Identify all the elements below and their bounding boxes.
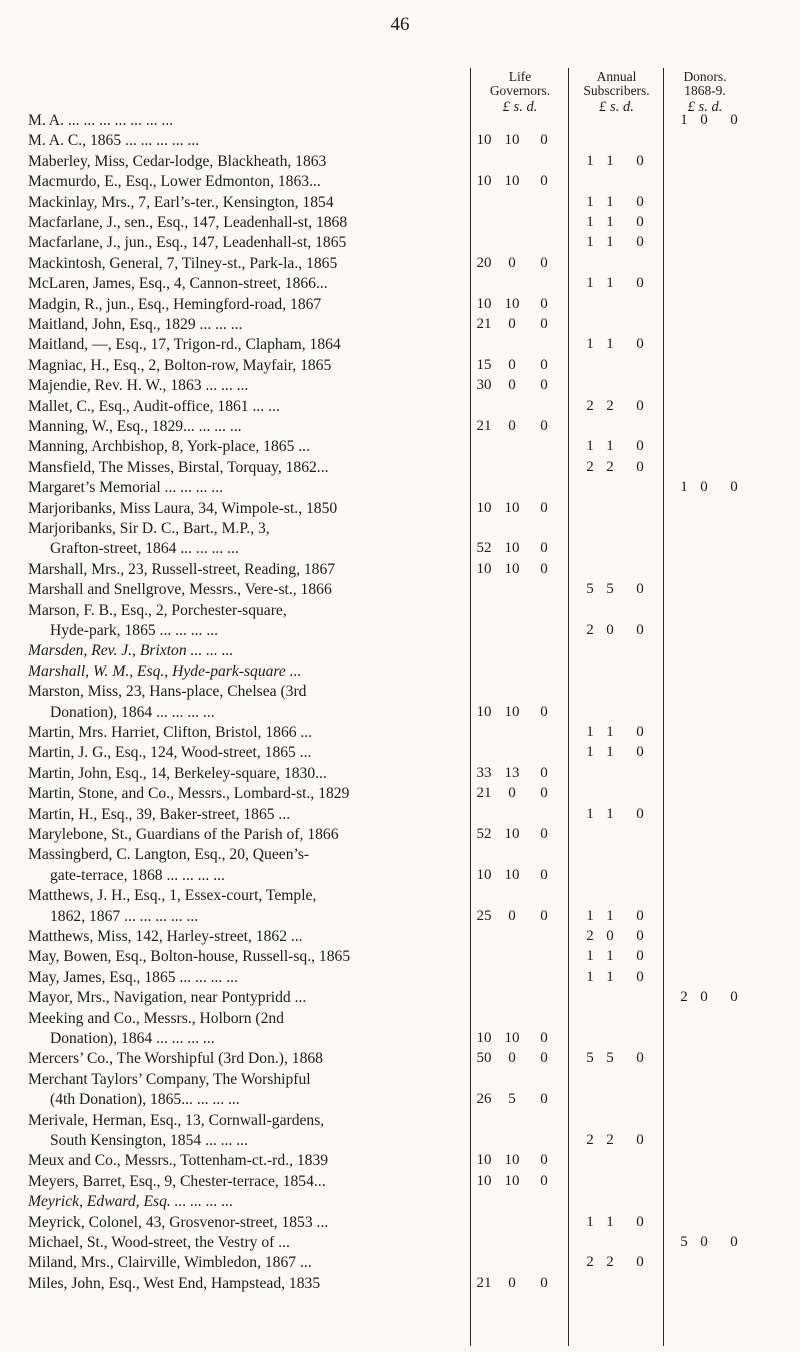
column-subtitle: Subscribers. bbox=[583, 83, 650, 98]
shillings-value: 0 bbox=[508, 418, 516, 434]
entry-text: Martin, J. G., Esq., 124, Wood-street, 1865 ... bbox=[28, 744, 312, 762]
entry-text: Martin, John, Esq., 14, Berkeley-square, 1830... bbox=[28, 764, 327, 782]
pence-value: 0 bbox=[636, 438, 644, 455]
shillings-value: 10 bbox=[504, 499, 520, 516]
column-header-life-governors bbox=[472, 70, 568, 114]
column-title: Donors. bbox=[683, 69, 727, 84]
pence-value: 0 bbox=[540, 764, 548, 781]
entry-text: Macfarlane, J., jun., Esq., 147, Leadenhall-st, 1865 bbox=[28, 234, 347, 252]
ledger-entry bbox=[28, 580, 458, 600]
shillings-value: 5 bbox=[606, 581, 614, 598]
shillings-value: 10 bbox=[504, 132, 520, 149]
entry-text: Martin, Mrs. Harriet, Clifton, Bristol, 1866 ... bbox=[28, 724, 313, 741]
ledger-entry bbox=[28, 295, 458, 315]
pounds-value: 2 bbox=[586, 622, 594, 638]
pence-value: 0 bbox=[636, 152, 644, 169]
pounds-value: 2 bbox=[680, 989, 688, 1006]
column-title: Life bbox=[508, 69, 532, 84]
ledger-entry bbox=[28, 1274, 458, 1294]
pounds-value: 10 bbox=[476, 173, 492, 190]
pence-value: 0 bbox=[636, 622, 644, 638]
column-subtitle: 1868-9. bbox=[684, 83, 726, 98]
ledger-entry bbox=[28, 1070, 458, 1111]
shillings-value: 10 bbox=[504, 826, 520, 842]
column-header-annual-subscribers bbox=[570, 70, 663, 114]
pence-value: 0 bbox=[730, 1234, 738, 1250]
shillings-value: 0 bbox=[700, 112, 708, 128]
entry-text: Marshall and Snellgrove, Messrs., Vere-st., 1866 bbox=[28, 581, 332, 599]
pounds-value: 1 bbox=[586, 724, 594, 740]
ledger-entry bbox=[28, 193, 458, 213]
entry-text: Marsden, Rev. J., Brixton ... ... ... bbox=[28, 642, 234, 660]
page-number: 46 bbox=[390, 14, 410, 35]
pounds-value: 1 bbox=[586, 275, 594, 292]
rule-mid bbox=[568, 68, 569, 1346]
pence-value: 0 bbox=[540, 703, 548, 720]
shillings-value: 1 bbox=[606, 193, 614, 210]
pence-value: 0 bbox=[540, 540, 548, 557]
pounds-value: 21 bbox=[476, 316, 492, 332]
shillings-value: 13 bbox=[504, 764, 520, 781]
entry-text: Meyrick, Colonel, 43, Grosvenor-street, 1853 ... bbox=[28, 1213, 329, 1231]
entry-text: Mallet, C., Esq., Audit-office, 1861 ... ... bbox=[28, 397, 280, 415]
pence-value: 0 bbox=[540, 1050, 548, 1067]
pence-value: 0 bbox=[540, 1274, 548, 1291]
pounds-value: 2 bbox=[586, 397, 594, 414]
entry-text: Mackintosh, General, 7, Tilney-st., Park-la., 1865 bbox=[28, 254, 338, 272]
shillings-value: 1 bbox=[606, 948, 614, 965]
shillings-value: 2 bbox=[606, 458, 614, 475]
pence-value: 0 bbox=[540, 418, 548, 434]
ledger-entry bbox=[28, 152, 458, 172]
ledger-entry bbox=[28, 988, 458, 1008]
shillings-value: 10 bbox=[504, 173, 520, 190]
pounds-value: 52 bbox=[476, 540, 492, 557]
entry-text: Mercers’ Co., The Worshipful (3rd Don.), 1868 bbox=[28, 1050, 323, 1068]
pence-value: 0 bbox=[636, 928, 644, 944]
entry-text: Miland, Mrs., Clairville, Wimbledon, 1867 ... bbox=[28, 1254, 312, 1272]
entry-text: Macmurdo, E., Esq., Lower Edmonton, 1863... bbox=[28, 173, 321, 191]
ledger-entry bbox=[28, 886, 458, 927]
shillings-value: 0 bbox=[508, 1274, 516, 1291]
ledger-entry bbox=[28, 764, 458, 784]
ledger-entry bbox=[28, 682, 458, 723]
pence-value: 0 bbox=[540, 316, 548, 332]
ledger-entry bbox=[28, 805, 458, 825]
entry-text: Maitland, John, Esq., 1829 ... ... ... bbox=[28, 316, 243, 333]
pounds-value: 15 bbox=[476, 356, 492, 373]
entry-text: Mansfield, The Misses, Birstal, Torquay, 1862... bbox=[28, 458, 329, 476]
shillings-value: 1 bbox=[606, 968, 614, 985]
ledger-entry bbox=[28, 743, 458, 763]
ledger-entry bbox=[28, 641, 458, 661]
pounds-value: 1 bbox=[586, 152, 594, 169]
ledger-entry bbox=[28, 968, 458, 988]
pence-value: 0 bbox=[636, 336, 644, 353]
pounds-value: 10 bbox=[476, 866, 492, 883]
pounds-value: 10 bbox=[476, 295, 492, 312]
ledger-entry bbox=[28, 825, 458, 845]
ledger-entry bbox=[28, 111, 458, 131]
ledger-entry bbox=[28, 1049, 458, 1069]
entry-text: Merivale, Herman, Esq., 13, Cornwall-gardens, bbox=[28, 1111, 325, 1129]
shillings-value: 1 bbox=[606, 438, 614, 455]
pence-value: 0 bbox=[636, 214, 644, 230]
pounds-value: 1 bbox=[586, 193, 594, 210]
ledger-entry bbox=[28, 601, 458, 642]
pence-value: 0 bbox=[730, 112, 738, 128]
pence-value: 0 bbox=[636, 397, 644, 414]
pounds-value: 2 bbox=[586, 458, 594, 475]
pounds-value: 10 bbox=[476, 1172, 492, 1189]
pence-value: 0 bbox=[540, 295, 548, 312]
shillings-value: 0 bbox=[508, 254, 516, 271]
ledger-entry bbox=[28, 233, 458, 253]
pence-value: 0 bbox=[540, 1152, 548, 1169]
pence-value: 0 bbox=[636, 724, 644, 740]
column-header-donors bbox=[665, 70, 745, 114]
ledger-entry bbox=[28, 1192, 458, 1212]
rule-left bbox=[470, 68, 471, 1346]
pounds-value: 25 bbox=[476, 907, 492, 924]
ledger-entry bbox=[28, 478, 458, 498]
shillings-value: 1 bbox=[606, 1213, 614, 1230]
pounds-value: 2 bbox=[586, 1254, 594, 1271]
pounds-value: 2 bbox=[586, 928, 594, 944]
pence-value: 0 bbox=[636, 805, 644, 822]
entry-text: Merchant Taylors’ Company, The Worshipful bbox=[28, 1070, 311, 1088]
pence-value: 0 bbox=[540, 1091, 548, 1108]
entry-text: Manning, W., Esq., 1829... ... ... ... bbox=[28, 418, 242, 435]
entry-text: Meux and Co., Messrs., Tottenham-ct.-rd., 1839 bbox=[28, 1152, 329, 1170]
shillings-value: 1 bbox=[606, 724, 614, 740]
column-units: £ s. d. bbox=[502, 99, 538, 115]
pence-value: 0 bbox=[636, 234, 644, 251]
ledger-entry bbox=[28, 417, 458, 437]
pence-value: 0 bbox=[636, 1254, 644, 1271]
pounds-value: 20 bbox=[476, 254, 492, 271]
entry-text: (4th Donation), 1865... ... ... ... bbox=[50, 1091, 240, 1109]
pounds-value: 26 bbox=[476, 1091, 492, 1108]
entry-text: Martin, H., Esq., 39, Baker-street, 1865 ... bbox=[28, 805, 291, 823]
pounds-value: 1 bbox=[680, 479, 688, 496]
shillings-value: 0 bbox=[508, 356, 516, 373]
entry-text: Marjoribanks, Sir D. C., Bart., M.P., 3, bbox=[28, 520, 270, 537]
ledger-entry bbox=[28, 356, 458, 376]
pence-value: 0 bbox=[636, 907, 644, 924]
pence-value: 0 bbox=[540, 377, 548, 394]
pence-value: 0 bbox=[540, 1030, 548, 1046]
shillings-value: 1 bbox=[606, 214, 614, 230]
ledger-entry bbox=[28, 927, 458, 947]
ledger-entry bbox=[28, 1213, 458, 1233]
shillings-value: 0 bbox=[508, 907, 516, 924]
rule-right bbox=[663, 68, 664, 1346]
entry-text: McLaren, James, Esq., 4, Cannon-street, 1866... bbox=[28, 275, 328, 293]
pence-value: 0 bbox=[636, 1132, 644, 1148]
entry-text: Majendie, Rev. H. W., 1863 ... ... ... bbox=[28, 377, 249, 395]
entry-text: Maitland, —, Esq., 17, Trigon-rd., Clapham, 1864 bbox=[28, 336, 341, 354]
entry-text: Matthews, Miss, 142, Harley-street, 1862 ... bbox=[28, 928, 303, 945]
entry-text: Marston, Miss, 23, Hans-place, Chelsea (3rd bbox=[28, 683, 307, 701]
pence-value: 0 bbox=[636, 948, 644, 965]
ledger-entry bbox=[28, 1111, 458, 1152]
ledger-entry bbox=[28, 131, 458, 151]
shillings-value: 2 bbox=[606, 1132, 614, 1148]
pounds-value: 1 bbox=[586, 948, 594, 965]
entry-text: Massingberd, C. Langton, Esq., 20, Queen’s- bbox=[28, 846, 310, 864]
shillings-value: 10 bbox=[504, 560, 520, 577]
ledger-entry bbox=[28, 499, 458, 519]
ledger-entry bbox=[28, 784, 458, 804]
ledger-entry bbox=[28, 519, 458, 560]
entry-text: May, James, Esq., 1865 ... ... ... ... bbox=[28, 968, 238, 986]
shillings-value: 10 bbox=[504, 866, 520, 883]
entry-text: Donation), 1864 ... ... ... ... bbox=[50, 1029, 215, 1047]
entry-text: Marshall, W. M., Esq., Hyde-park-square ... bbox=[28, 662, 302, 680]
shillings-value: 10 bbox=[504, 295, 520, 312]
ledger-entry bbox=[28, 335, 458, 355]
pence-value: 0 bbox=[540, 132, 548, 149]
entry-text: M. A. ... ... ... ... ... ... ... bbox=[28, 112, 174, 129]
pounds-value: 1 bbox=[586, 336, 594, 353]
pounds-value: 5 bbox=[586, 581, 594, 598]
shillings-value: 10 bbox=[504, 1030, 520, 1046]
pence-value: 0 bbox=[636, 1050, 644, 1067]
shillings-value: 1 bbox=[606, 744, 614, 761]
pounds-value: 2 bbox=[586, 1132, 594, 1148]
shillings-value: 1 bbox=[606, 275, 614, 292]
pence-value: 0 bbox=[636, 744, 644, 761]
entry-text: Mackinlay, Mrs., 7, Earl’s-ter., Kensington, 1854 bbox=[28, 193, 334, 211]
pounds-value: 1 bbox=[680, 112, 688, 128]
shillings-value: 5 bbox=[508, 1091, 516, 1108]
entry-text: Marshall, Mrs., 23, Russell-street, Reading, 1867 bbox=[28, 560, 336, 578]
entry-text: Grafton-street, 1864 ... ... ... ... bbox=[50, 540, 239, 558]
entry-text: gate-terrace, 1868 ... ... ... ... bbox=[50, 866, 225, 884]
pence-value: 0 bbox=[540, 1172, 548, 1189]
ledger-entry bbox=[28, 376, 458, 396]
shillings-value: 10 bbox=[504, 540, 520, 557]
pounds-value: 50 bbox=[476, 1050, 492, 1067]
shillings-value: 0 bbox=[700, 1234, 708, 1250]
ledger-entry bbox=[28, 1151, 458, 1171]
pence-value: 0 bbox=[540, 254, 548, 271]
column-units: £ s. d. bbox=[599, 99, 634, 115]
pounds-value: 1 bbox=[586, 1213, 594, 1230]
ledger-entry bbox=[28, 254, 458, 274]
ledger-entry bbox=[28, 213, 458, 233]
ledger-entry bbox=[28, 662, 458, 682]
shillings-value: 0 bbox=[700, 989, 708, 1006]
ledger-entry bbox=[28, 172, 458, 192]
entry-text: South Kensington, 1854 ... ... ... bbox=[50, 1131, 248, 1149]
ledger-entry bbox=[28, 397, 458, 417]
entry-text: Mayor, Mrs., Navigation, near Pontypridd ... bbox=[28, 989, 307, 1007]
pounds-value: 10 bbox=[476, 703, 492, 720]
pence-value: 0 bbox=[540, 907, 548, 924]
entry-text: Madgin, R., jun., Esq., Hemingford-road, 1867 bbox=[28, 295, 322, 313]
entry-text: Maberley, Miss, Cedar-lodge, Blackheath, 1863 bbox=[28, 152, 327, 170]
pence-value: 0 bbox=[540, 866, 548, 883]
pounds-value: 5 bbox=[680, 1234, 688, 1250]
entry-text: Macfarlane, J., sen., Esq., 147, Leadenhall-st, 1868 bbox=[28, 214, 348, 231]
shillings-value: 10 bbox=[504, 1152, 520, 1169]
entry-text: Michael, St., Wood-street, the Vestry of ... bbox=[28, 1234, 290, 1251]
entry-text: Miles, John, Esq., West End, Hampstead, 1835 bbox=[28, 1274, 321, 1292]
pounds-value: 1 bbox=[586, 968, 594, 985]
entry-text: Hyde-park, 1865 ... ... ... ... bbox=[50, 621, 219, 639]
pounds-value: 30 bbox=[476, 377, 492, 394]
shillings-value: 0 bbox=[606, 928, 614, 944]
pence-value: 0 bbox=[540, 499, 548, 516]
pounds-value: 10 bbox=[476, 1152, 492, 1169]
pounds-value: 1 bbox=[586, 234, 594, 251]
ledger-entry bbox=[28, 1009, 458, 1050]
shillings-value: 1 bbox=[606, 336, 614, 353]
entry-text: Margaret’s Memorial ... ... ... ... bbox=[28, 479, 224, 497]
ledger-entry bbox=[28, 458, 458, 478]
pounds-value: 1 bbox=[586, 744, 594, 761]
column-units: £ s. d. bbox=[687, 99, 723, 115]
shillings-value: 1 bbox=[606, 234, 614, 251]
ledger-entry bbox=[28, 845, 458, 886]
ledger-entry bbox=[28, 560, 458, 580]
entry-text: Donation), 1864 ... ... ... ... bbox=[50, 703, 215, 721]
shillings-value: 2 bbox=[606, 397, 614, 414]
shillings-value: 5 bbox=[606, 1050, 614, 1067]
shillings-value: 1 bbox=[606, 805, 614, 822]
pounds-value: 1 bbox=[586, 907, 594, 924]
pounds-value: 10 bbox=[476, 1030, 492, 1046]
ledger-entry bbox=[28, 315, 458, 335]
column-title: Annual bbox=[596, 69, 637, 84]
pounds-value: 21 bbox=[476, 785, 492, 802]
ledger-entry bbox=[28, 947, 458, 967]
pence-value: 0 bbox=[636, 458, 644, 475]
pence-value: 0 bbox=[540, 785, 548, 802]
ledger-entry bbox=[28, 1233, 458, 1253]
entry-text: Matthews, J. H., Esq., 1, Essex-court, Temple, bbox=[28, 887, 317, 905]
ledger-entry bbox=[28, 1253, 458, 1273]
entry-text: Meeking and Co., Messrs., Holborn (2nd bbox=[28, 1009, 284, 1027]
pounds-value: 21 bbox=[476, 1274, 492, 1291]
pounds-value: 52 bbox=[476, 826, 492, 842]
pounds-value: 1 bbox=[586, 214, 594, 230]
shillings-value: 0 bbox=[508, 1050, 516, 1067]
shillings-value: 0 bbox=[606, 622, 614, 638]
entry-text: Magniac, H., Esq., 2, Bolton-row, Mayfair, 1865 bbox=[28, 356, 332, 374]
pence-value: 0 bbox=[636, 968, 644, 985]
shillings-value: 1 bbox=[606, 152, 614, 169]
shillings-value: 1 bbox=[606, 907, 614, 924]
entry-text: Marjoribanks, Miss Laura, 34, Wimpole-st., 1850 bbox=[28, 499, 338, 517]
entry-text: Martin, Stone, and Co., Messrs., Lombard-st., 1829 bbox=[28, 785, 350, 803]
entry-text: Marylebone, St., Guardians of the Parish of, 1866 bbox=[28, 826, 339, 843]
ledger-entry bbox=[28, 437, 458, 457]
shillings-value: 10 bbox=[504, 1172, 520, 1189]
entry-text: Marson, F. B., Esq., 2, Porchester-square, bbox=[28, 601, 287, 619]
ledger-entry bbox=[28, 1172, 458, 1192]
shillings-value: 0 bbox=[508, 785, 516, 802]
entry-text: Manning, Archbishop, 8, York-place, 1865 ... bbox=[28, 438, 310, 456]
entry-text: Meyers, Barret, Esq., 9, Chester-terrace, 1854... bbox=[28, 1172, 326, 1190]
pence-value: 0 bbox=[730, 989, 738, 1006]
column-subtitle: Governors. bbox=[489, 83, 551, 98]
entry-text: May, Bowen, Esq., Bolton-house, Russell-sq., 1865 bbox=[28, 948, 351, 966]
shillings-value: 0 bbox=[508, 316, 516, 332]
pence-value: 0 bbox=[540, 356, 548, 373]
entry-text: 1862, 1867 ... ... ... ... ... bbox=[50, 907, 199, 925]
pounds-value: 10 bbox=[476, 560, 492, 577]
pence-value: 0 bbox=[540, 560, 548, 577]
pence-value: 0 bbox=[540, 173, 548, 190]
shillings-value: 10 bbox=[504, 703, 520, 720]
pounds-value: 21 bbox=[476, 418, 492, 434]
pence-value: 0 bbox=[636, 1213, 644, 1230]
ledger-entry bbox=[28, 723, 458, 743]
pence-value: 0 bbox=[636, 193, 644, 210]
pounds-value: 10 bbox=[476, 132, 492, 149]
pounds-value: 33 bbox=[476, 764, 492, 781]
pence-value: 0 bbox=[540, 826, 548, 842]
pounds-value: 10 bbox=[476, 499, 492, 516]
pounds-value: 5 bbox=[586, 1050, 594, 1067]
entry-text: M. A. C., 1865 ... ... ... ... ... bbox=[28, 132, 200, 150]
shillings-value: 2 bbox=[606, 1254, 614, 1271]
pounds-value: 1 bbox=[586, 438, 594, 455]
pence-value: 0 bbox=[636, 581, 644, 598]
pence-value: 0 bbox=[636, 275, 644, 292]
pence-value: 0 bbox=[730, 479, 738, 496]
ledger-entry bbox=[28, 274, 458, 294]
pounds-value: 1 bbox=[586, 805, 594, 822]
shillings-value: 0 bbox=[700, 479, 708, 496]
entry-text: Meyrick, Edward, Esq. ... ... ... ... bbox=[28, 1193, 234, 1211]
shillings-value: 0 bbox=[508, 377, 516, 394]
